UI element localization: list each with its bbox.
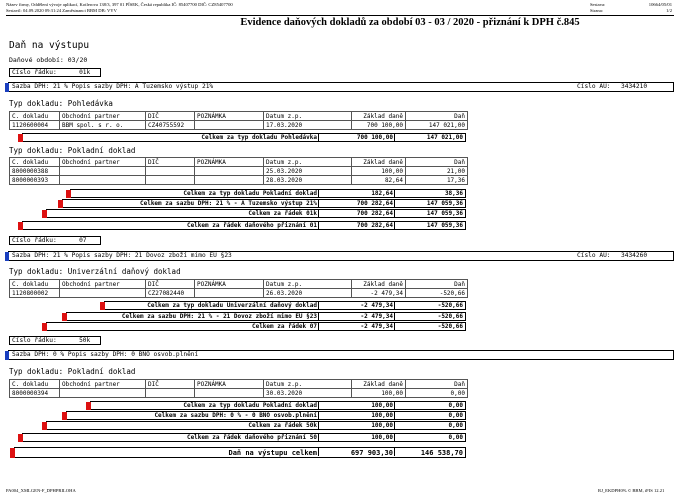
divider — [394, 434, 395, 442]
tax: 21,00 — [406, 167, 468, 176]
subtotal-row — [90, 401, 466, 410]
footer-report-code: PA004_XMLGEN-F_DPHPRILOHA — [6, 488, 76, 493]
subtotal-row — [22, 133, 466, 142]
vat-description: Sazba DPH: 0 % Popis sazby DPH: 0 BNO osvob.plnění — [12, 351, 199, 358]
subtotal-label: Celkem za řádek daňového přiznání 01 — [186, 222, 317, 229]
divider — [394, 323, 395, 331]
subtotal-marker — [66, 190, 71, 198]
col-header: Datum z.p. — [264, 380, 352, 389]
subtotal-base: -2 479,34 — [360, 323, 393, 330]
divider — [394, 412, 395, 420]
doc-table-universal — [9, 279, 468, 298]
grand-total-base: 697 903,30 — [350, 449, 393, 457]
doc-number: 1120800002 — [10, 289, 60, 298]
row-number-box-07 — [9, 236, 101, 245]
subtotal-tax: -520,66 — [437, 323, 463, 330]
col-header: C. dokladu — [10, 380, 60, 389]
total-marker — [10, 448, 15, 458]
vat-marker — [5, 252, 9, 261]
col-header: DIČ — [146, 380, 195, 389]
divider — [394, 448, 395, 456]
col-header: Základ daně — [352, 280, 406, 289]
divider — [318, 434, 319, 442]
row-number-label: Číslo řádku: — [12, 237, 57, 244]
base: 82,64 — [352, 176, 406, 185]
partner — [60, 389, 146, 398]
dic: CZ40755592 — [146, 121, 195, 130]
subtotal-base: 100,00 — [371, 402, 393, 409]
col-header: Daň — [406, 158, 468, 167]
subtotal-tax: -520,66 — [437, 313, 463, 320]
subtotal-marker — [18, 134, 23, 142]
doc-number: 1120600004 — [10, 121, 60, 130]
divider — [394, 200, 395, 208]
company-header — [6, 2, 233, 13]
col-header: Obchodní partner — [60, 112, 146, 121]
row-number-value: 01k — [79, 69, 91, 76]
grand-total-label: Daň na výstupu celkem — [228, 449, 317, 457]
partner: BBM spol. s r. o. — [60, 121, 146, 130]
partner — [60, 289, 146, 298]
subtotal-base: -2 479,34 — [360, 313, 393, 320]
section-title: Typ dokladu: Pokladní doklad — [9, 146, 136, 155]
subtotal-base: 100,00 — [371, 434, 393, 441]
au-value: 3434260 — [621, 252, 648, 259]
date: 28.03.2020 — [264, 176, 352, 185]
strana-label: Strana: — [590, 7, 604, 13]
divider — [318, 422, 319, 430]
tax: 0,00 — [406, 389, 468, 398]
subtotal-row — [22, 221, 466, 230]
section-title: Typ dokladu: Pokladní doklad — [9, 367, 136, 376]
subtotal-tax: 147 059,36 — [426, 200, 463, 207]
grand-total-tax: 146 538,70 — [420, 449, 463, 457]
subtotal-marker — [18, 434, 23, 442]
doc-number: 8000000388 — [10, 167, 60, 176]
vat-marker — [5, 351, 9, 360]
base: 100,00 — [352, 167, 406, 176]
note — [195, 289, 264, 298]
table-header-row — [10, 280, 468, 289]
vat-rate-bar-50k — [8, 350, 674, 360]
base: -2 479,34 — [352, 289, 406, 298]
col-header: C. dokladu — [10, 158, 60, 167]
au-value: 3434210 — [621, 83, 648, 90]
col-header: C. dokladu — [10, 112, 60, 121]
base: 100,00 — [352, 389, 406, 398]
doc-table-receivables — [9, 111, 468, 130]
subtotal-tax: -520,66 — [437, 302, 463, 309]
divider — [394, 190, 395, 198]
divider — [318, 323, 319, 331]
section-title: Typ dokladu: Pohledávka — [9, 99, 113, 108]
row-number-label: Číslo řádku: — [12, 337, 57, 344]
subtotal-marker — [42, 210, 47, 218]
col-header: Datum z.p. — [264, 158, 352, 167]
note — [195, 176, 264, 185]
divider — [394, 402, 395, 410]
col-header: Daň — [406, 112, 468, 121]
subtotal-base: -2 479,34 — [360, 302, 393, 309]
sestava-label: Sestava: — [590, 2, 606, 7]
subtotal-marker — [100, 302, 105, 310]
col-header: Daň — [406, 380, 468, 389]
table-row — [10, 389, 468, 398]
subtotal-tax: 147 021,00 — [426, 134, 463, 141]
subtotal-marker — [18, 222, 23, 230]
table-row — [10, 121, 468, 130]
subtotal-label: Celkem za typ dokladu Pokladní doklad — [183, 190, 317, 197]
col-header: POZNÁMKA — [195, 280, 264, 289]
dic — [146, 176, 195, 185]
subtotal-marker — [86, 402, 91, 410]
dic — [146, 167, 195, 176]
subtotal-marker — [58, 200, 63, 208]
table-row — [10, 289, 468, 298]
report-info — [590, 2, 672, 13]
subtotal-row — [104, 301, 466, 310]
subtotal-marker — [62, 313, 67, 321]
subtotal-tax: 147 059,36 — [426, 210, 463, 217]
section-title: Typ dokladu: Univerzální daňový doklad — [9, 267, 181, 276]
company-line: Název firmy, Oddělení vývoje aplikací, Kotlerova 138/3, 397 01 PÍSEK, Česká republika IČ: 85407700 DIČ: CZ85407700 — [6, 2, 233, 7]
subtotal-base: 182,64 — [371, 190, 393, 197]
divider — [318, 412, 319, 420]
subtotal-tax: 0,00 — [448, 434, 463, 441]
row-number-box-01k — [9, 68, 101, 77]
col-header: Obchodní partner — [60, 280, 146, 289]
row-number-label: Číslo řádku: — [12, 69, 57, 76]
note — [195, 121, 264, 130]
vat-description: Sazba DPH: 21 % Popis sazby DPH: 21 Dovoz zboží mimo EU §23 — [12, 252, 232, 259]
col-header: POZNÁMKA — [195, 380, 264, 389]
vat-rate-bar-07 — [8, 251, 674, 261]
doc-table-cash-50k — [9, 379, 468, 398]
table-row — [10, 167, 468, 176]
table-header-row — [10, 112, 468, 121]
date: 25.03.2020 — [264, 167, 352, 176]
date: 17.03.2020 — [264, 121, 352, 130]
base: 700 100,00 — [352, 121, 406, 130]
subtotal-base: 700 282,64 — [356, 200, 393, 207]
col-header: Daň — [406, 280, 468, 289]
col-header: POZNÁMKA — [195, 158, 264, 167]
note — [195, 167, 264, 176]
strana-value: 1/2 — [666, 7, 672, 13]
note — [195, 389, 264, 398]
date: 26.03.2020 — [264, 289, 352, 298]
page-title: Daň na výstupu — [9, 40, 90, 51]
col-header: Obchodní partner — [60, 158, 146, 167]
subtotal-row — [22, 433, 466, 442]
subtotal-label: Celkem za typ dokladu Pokladní doklad — [183, 402, 317, 409]
col-header: Datum z.p. — [264, 280, 352, 289]
subtotal-base: 100,00 — [371, 422, 393, 429]
col-header: DIČ — [146, 158, 195, 167]
dic — [146, 389, 195, 398]
created-line: Sestavil: 04.09.2020 09:31:24 Zaměstnanci BBM DB: VYV — [6, 7, 117, 13]
col-header: DIČ — [146, 112, 195, 121]
divider — [318, 190, 319, 198]
subtotal-label: Celkem za typ dokladu Univerzální daňový doklad — [147, 302, 317, 309]
table-row — [10, 176, 468, 185]
footer-copyright: RJ_EKDPH0% © BBM, iFIS 12.21 — [598, 488, 665, 493]
subtotal-row — [46, 421, 466, 430]
subtotal-label: Celkem za řádek 50k — [248, 422, 317, 429]
grand-total-row — [14, 447, 466, 458]
subtotal-row — [62, 199, 466, 208]
subtotal-row — [46, 322, 466, 331]
col-header: Základ daně — [352, 158, 406, 167]
row-number-value: 07 — [79, 237, 87, 244]
divider — [318, 200, 319, 208]
au-label: Číslo AU: — [577, 83, 611, 90]
subtotal-tax: 0,00 — [448, 412, 463, 419]
vat-description: Sazba DPH: 21 % Popis sazby DPH: A Tuzemsko výstup 21% — [12, 83, 214, 90]
divider — [394, 222, 395, 230]
vat-rate-bar-01k — [8, 82, 674, 92]
divider — [318, 313, 319, 321]
partner — [60, 167, 146, 176]
subtotal-label: Celkem za sazbu DPH: 21 % - A Tuzemsko výstup 21% — [139, 200, 317, 207]
report-title: Evidence daňových dokladů za období 03 - 03 / 2020 - přiznání k DPH č.845 — [240, 17, 580, 28]
divider — [394, 422, 395, 430]
subtotal-label: Celkem za řádek daňového přiznání 50 — [186, 434, 317, 441]
col-header: Základ daně — [352, 112, 406, 121]
subtotal-tax: 147 059,36 — [426, 222, 463, 229]
period-label: Daňové období: 03/20 — [9, 56, 88, 64]
subtotal-label: Celkem za řádek 07 — [251, 323, 317, 330]
subtotal-base: 700 100,00 — [356, 134, 393, 141]
vat-marker — [5, 83, 9, 92]
col-header: POZNÁMKA — [195, 112, 264, 121]
col-header: DIČ — [146, 280, 195, 289]
partner — [60, 176, 146, 185]
subtotal-base: 700 282,64 — [356, 210, 393, 217]
col-header: Datum z.p. — [264, 112, 352, 121]
row-number-value: 50k — [79, 337, 91, 344]
table-header-row — [10, 158, 468, 167]
subtotal-tax: 38,36 — [444, 190, 463, 197]
tax: 17,36 — [406, 176, 468, 185]
subtotal-label: Celkem za řádek 01k — [248, 210, 317, 217]
divider — [318, 448, 319, 456]
subtotal-row — [70, 189, 466, 198]
dic: CZ27082440 — [146, 289, 195, 298]
doc-number: 8000000394 — [10, 389, 60, 398]
row-number-box-50k — [9, 336, 101, 345]
divider — [394, 313, 395, 321]
subtotal-tax: 0,00 — [448, 422, 463, 429]
subtotal-label: Celkem za typ dokladu Pohledávka — [201, 134, 317, 141]
col-header: Základ daně — [352, 380, 406, 389]
col-header: Obchodní partner — [60, 380, 146, 389]
subtotal-row — [46, 209, 466, 218]
subtotal-label: Celkem za sazbu DPH: 21 % - 21 Dovoz zboží mimo EU §23 — [121, 313, 317, 320]
subtotal-row — [66, 312, 466, 321]
subtotal-row — [66, 411, 466, 420]
subtotal-tax: 0,00 — [448, 402, 463, 409]
header-divider — [6, 15, 674, 16]
subtotal-marker — [42, 422, 47, 430]
divider — [318, 302, 319, 310]
doc-number: 8000000393 — [10, 176, 60, 185]
tax: -520,66 — [406, 289, 468, 298]
au-label: Číslo AU: — [577, 252, 611, 259]
subtotal-base: 100,00 — [371, 412, 393, 419]
table-header-row — [10, 380, 468, 389]
subtotal-marker — [42, 323, 47, 331]
divider — [318, 222, 319, 230]
divider — [318, 134, 319, 142]
doc-table-cash — [9, 157, 468, 185]
divider — [394, 210, 395, 218]
divider — [318, 210, 319, 218]
divider — [394, 134, 395, 142]
subtotal-label: Celkem za sazbu DPH: 0 % - 0 BNO osvob.plnění — [154, 412, 317, 419]
subtotal-base: 700 282,64 — [356, 222, 393, 229]
subtotal-marker — [62, 412, 67, 420]
tax: 147 021,00 — [406, 121, 468, 130]
sestava-value: 10664/05/01 — [648, 2, 672, 7]
col-header: C. dokladu — [10, 280, 60, 289]
date: 30.03.2020 — [264, 389, 352, 398]
divider — [394, 302, 395, 310]
divider — [318, 402, 319, 410]
